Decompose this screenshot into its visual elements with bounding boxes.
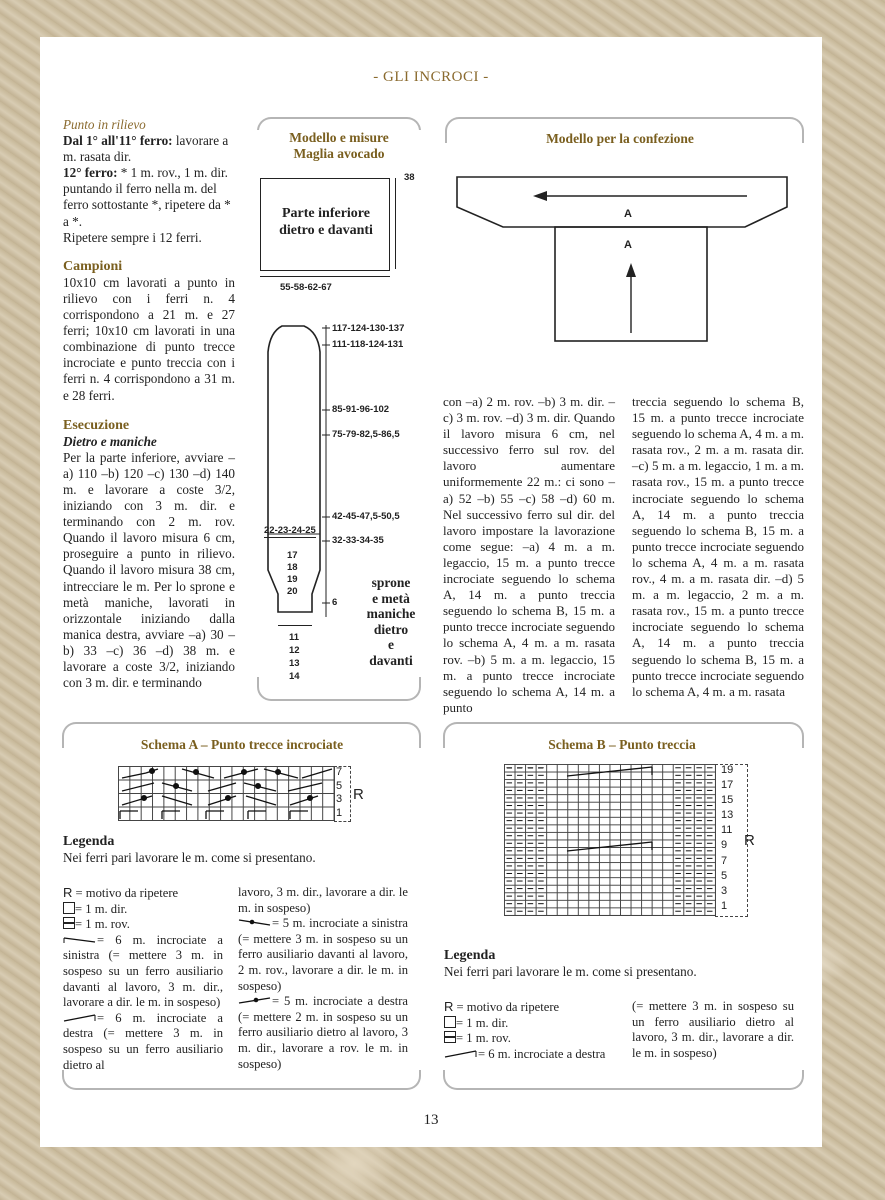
schema-b-bracket-bottom <box>443 1070 804 1090</box>
schema-a-repeat-label: R <box>353 786 364 803</box>
esecuzione-title: Esecuzione <box>63 417 130 433</box>
label-a-body: A <box>624 239 632 251</box>
sleeve-dim-7: 6 <box>332 597 338 608</box>
row-num: 11 <box>721 824 733 837</box>
inner-nums <box>287 550 299 598</box>
modello-title-line2: Maglia avocado <box>293 146 385 161</box>
left-dim: 22-23-24-25 <box>264 525 316 536</box>
page-header: - GLI INCROCI - <box>373 69 489 85</box>
leg-6dx-b: = 6 m. incrociate a destra <box>478 1046 606 1061</box>
sprone-line: davanti <box>369 652 413 668</box>
legenda-sub-b: Nei ferri pari lavorare le m. come si presentano. <box>444 964 697 980</box>
schema-b-repeat-label: R <box>744 832 755 849</box>
column-3-text: con –a) 2 m. rov. –b) 3 m. dir. –c) 3 m. rov. –d) 3 m. dir. Quando il lavoro misura 6 cm, nel successivo ferro sul rov. del lavoro aumentare uniformemente 22 m.: ci sono –a) 52 –b) 55 –c) 58 –d) 60 m. Nel successivo ferro sul dir. del lavoro impostare la lavorazione come segue: –a) 4 m. a m. legaccio, 15 m. a punto trecce incrociate seguendo lo schema A, 14 m. a punto treccia seguendo lo schema B, 15 m. a punto trecce incrociate seguendo lo schema A, 4 m. a m. rasata rov. –b) 5 m. a m. legaccio, 15 m. a punto trecce incrociate seguendo lo schema A, 14 m. a punto <box>443 394 615 715</box>
sleeve-dim-1: 117-124-130-137 <box>332 323 405 334</box>
sprone-line: maniche <box>366 606 416 621</box>
leg-6dx: = 6 m. incrociate a destra (= mettere 3 m. in sospeso su un ferro ausiliario dietro al <box>63 1010 223 1072</box>
label-a-yoke: A <box>624 208 632 220</box>
bottom-num: 11 <box>289 632 300 643</box>
sleeve-dim-5: 42-45-47,5-50,5 <box>332 511 400 522</box>
r-symbol: R <box>63 885 73 900</box>
row-num: 19 <box>721 764 734 776</box>
row-num: 5 <box>721 869 728 882</box>
leg-r: = motivo da ripetere <box>75 886 179 900</box>
esecuzione-text: Per la parte inferiore, avviare –a) 110 –b) 120 –c) 130 –d) 140 m. e lavorare a coste 3/2, iniziando con 3 m. dir. e terminando con 2 m. rov. Quando il lavoro misura 6 cm, proseguire a punto in rilievo. Quando il lavoro misura 38 cm, intrecciare le m. Per lo sprone e metà maniche, lavorati in orizzontale iniziando dalla manica destra, avviare –a) 30 –b) 33 –c) 36 –d) 38 m. e lavorare a coste 3/2, iniziando con 3 m. dir. e terminando <box>63 449 235 691</box>
leg-r-b: = motivo da ripetere <box>456 1000 560 1014</box>
campioni-text: 10x10 cm lavorati a punto in rilievo con i ferri n. 4 corrispondono a 21 m. e 27 ferri; 10x10 cm lavorati in una combinazione di punto trecce incrociate e punto treccia con i ferri n. 4 corrispondono a 31 m. e 28 ferri. <box>63 274 235 403</box>
knit-icon <box>63 902 75 914</box>
leg-6sx: = 6 m. incrociate a sinistra (= mettere 3 m. in sospeso su un ferro ausiliario davanti al lavoro, 3 m. dir., lavorare a dir. le m. in sospeso) <box>63 932 223 1010</box>
legenda-sub: Nei ferri pari lavorare le m. come si presentano. <box>63 850 316 866</box>
purl-icon <box>63 917 75 929</box>
bottom-num: 14 <box>289 671 300 682</box>
cable-6-right-icon <box>444 1048 478 1058</box>
cable-6-left-icon <box>63 934 97 944</box>
schema-a-title: Schema A – Punto trecce incrociate <box>122 737 362 753</box>
leg-5sx: = 5 m. incrociate a sinistra (= mettere 3 m. in sospeso su un ferro ausiliario davanti al lavoro, 2 m. rov., lavorare a dir. le m. in sospeso) <box>238 916 408 993</box>
schema-b-title: Schema B – Punto treccia <box>532 737 712 753</box>
p1-rest: lavorare a m. rasata dir. <box>63 133 229 165</box>
p3: Ripetere sempre i 12 ferri. <box>63 229 202 245</box>
schema-a-symbols <box>118 766 334 821</box>
width-dim-line <box>260 276 390 277</box>
sleeve-dim-ticks <box>322 325 332 625</box>
sleeve-dim-3: 85-91-96-102 <box>332 404 390 415</box>
r-symbol-b: R <box>444 999 454 1014</box>
row-num: 17 <box>721 779 734 792</box>
column-4-text: treccia seguendo lo schema B, 15 m. a punto trecce incrociate seguendo lo schema A, 4 m. a m. rasata rov., 2 m. a m. rasata dir. –c) 5 m. a m. legaccio, 1 m. a m. rasata rov., 15 m. a punto trecce incrociate seguendo lo schema A, 14 m. a punto treccia seguendo lo schema B, 15 m. a punto trecce incrociate seguendo lo schema A, 4 m. a m. rasata rov., 4 m. a m. rasata dir. –d) 5 m. a m. legaccio, 2 m. a m. rasata rov., 15 m. a punto trecce incrociate seguendo lo schema A, 14 m. a punto treccia seguendo lo schema B, 15 m. a punto trecce incrociate seguendo lo schema A, 4 m. a m. rasata <box>632 394 804 699</box>
leg-dir: = 1 m. dir. <box>75 901 128 916</box>
bottom-dim-line <box>278 625 312 626</box>
row-num: 15 <box>721 794 734 807</box>
row-num: 9 <box>721 839 728 852</box>
sleeve-dim-6: 32-33-34-35 <box>332 535 384 546</box>
schema-b-symbols <box>504 764 716 916</box>
schema-b-row-nums <box>721 763 733 914</box>
sleeve-dim-4: 75-79-82,5-86,5 <box>332 429 400 440</box>
row-num: 5 <box>336 779 343 792</box>
sleeve-dim-2: 111-118-124-131 <box>332 339 404 350</box>
schema-a-legend-col1 <box>63 885 223 1073</box>
leg-rov: = 1 m. rov. <box>75 917 130 932</box>
row-num: 3 <box>336 793 343 805</box>
sprone-line: sprone <box>371 575 411 590</box>
cable-6-right-icon <box>63 1012 97 1022</box>
inner-num: 19 <box>287 574 298 585</box>
column-1-text <box>63 117 235 691</box>
inner-num: 20 <box>287 586 298 597</box>
row-num: 7 <box>721 854 728 867</box>
row-num: 1 <box>336 806 343 819</box>
schema-b-legenda <box>444 948 784 980</box>
height-dim-line <box>395 178 397 269</box>
schema-b-legend-col2: (= mettere 3 m. in sospeso su un ferro ausiliario dietro al lavoro, 3 m. dir., lavorare a dir. le m. in sospeso) <box>632 999 794 1060</box>
sprone-line: e <box>388 637 394 652</box>
legenda-title-b: Legenda <box>444 948 496 963</box>
bottom-num: 12 <box>289 645 300 656</box>
row-num: 7 <box>336 766 343 778</box>
page-number: 13 <box>423 1112 439 1128</box>
knit-icon <box>444 1016 456 1028</box>
row-num: 1 <box>721 899 728 912</box>
dietro-title: Dietro e maniche <box>63 433 157 449</box>
cable-5-right-icon <box>238 995 272 1005</box>
schema-a-row-nums <box>336 766 342 820</box>
row-num: 13 <box>721 809 734 822</box>
schema-b-legend-col1 <box>444 999 624 1062</box>
p2-bold: 12° ferro: <box>63 165 118 181</box>
rect-label-1: Parte inferiore <box>282 206 370 221</box>
campioni-title: Campioni <box>63 258 123 274</box>
schema-a-bracket-bottom <box>62 1070 421 1090</box>
leg-5dx: = 5 m. incrociate a destra (= mettere 2 m. in sospeso su un ferro ausiliario dietro al lavoro, 3 m. dir., lavorare a rov. le m. in sospeso) <box>238 994 408 1071</box>
inner-num: 17 <box>287 550 298 561</box>
rect-label-2: dietro e davanti <box>279 223 373 238</box>
purl-icon <box>444 1031 456 1043</box>
page <box>40 37 822 1147</box>
schema-a-legend-col2 <box>238 885 408 1072</box>
leg-rov-b: = 1 m. rov. <box>456 1031 511 1046</box>
width-dim: 55-58-62-67 <box>280 282 332 293</box>
confezione-diagram <box>455 167 800 349</box>
sprone-label <box>356 575 426 668</box>
legenda-title: Legenda <box>63 834 115 849</box>
leg-cont: lavoro, 3 m. dir., lavorare a dir. le m. in sospeso) <box>238 885 408 915</box>
modello-title-line1: Modello e misure <box>289 130 389 145</box>
row-num: 3 <box>721 884 728 897</box>
sprone-line: dietro <box>373 621 409 637</box>
bottom-num: 13 <box>289 658 300 669</box>
modello-title <box>257 130 421 162</box>
leg-dir-b: = 1 m. dir. <box>456 1015 509 1030</box>
sprone-line: e metà <box>372 590 410 606</box>
p1-bold: Dal 1° all'11° ferro: <box>63 133 173 149</box>
height-dim: 38 <box>404 172 415 183</box>
punto-title: Punto in rilievo <box>63 117 146 132</box>
schema-a-legenda <box>63 834 403 866</box>
bottom-nums <box>289 631 300 683</box>
lower-body-label <box>266 205 386 239</box>
p2-rest: * 1 m. rov., 1 m. dir. puntando il ferro nella m. del ferro sottostante *, ripetere da * a *. <box>63 165 231 229</box>
panel-bracket-bottom <box>257 677 421 701</box>
inner-num: 18 <box>287 562 298 573</box>
confezione-title: Modello per la confezione <box>530 131 710 147</box>
cable-5-left-icon <box>238 917 272 927</box>
left-dim-line <box>264 537 316 538</box>
